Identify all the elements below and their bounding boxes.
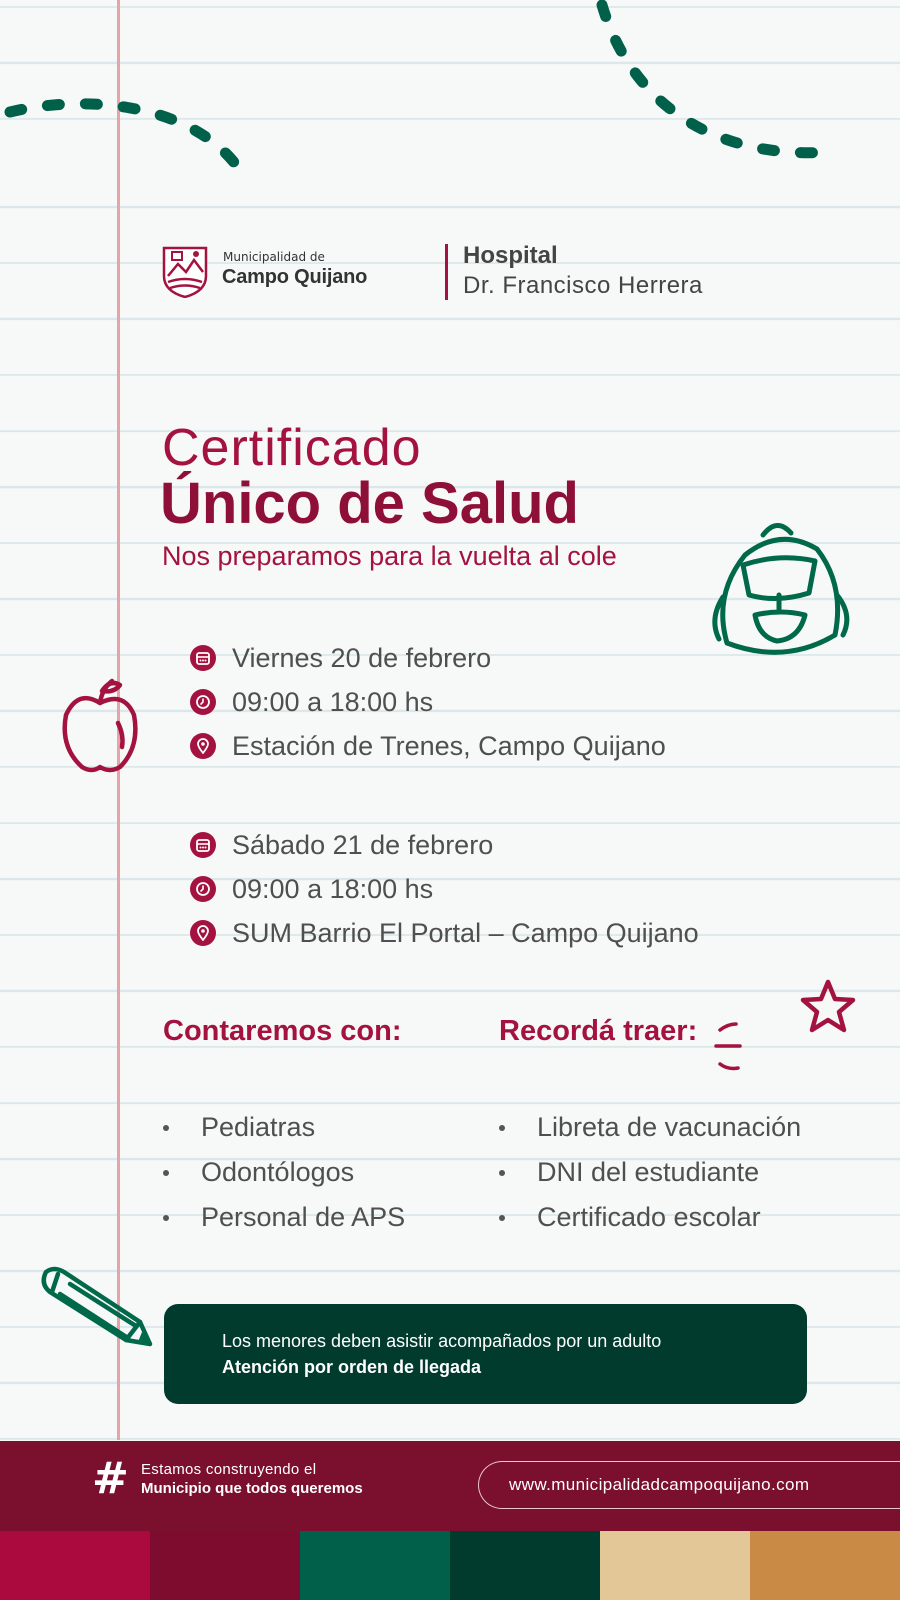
list-item: Libreta de vacunación <box>499 1110 801 1155</box>
schedule-place-text: SUM Barrio El Portal – Campo Quijano <box>232 917 699 948</box>
color-stripe <box>600 1531 750 1600</box>
services-heading: Contaremos con: <box>163 1015 402 1047</box>
municipality-name: Campo Quijano <box>222 266 368 288</box>
apple-icon <box>58 675 144 775</box>
backpack-icon <box>705 515 855 665</box>
header <box>160 238 760 308</box>
notice-box <box>164 1304 807 1404</box>
color-stripes <box>0 1531 900 1600</box>
star-icon <box>798 978 858 1036</box>
clock-icon <box>190 689 216 715</box>
list-item: Pediatras <box>163 1110 405 1155</box>
hospital-name: Dr. Francisco Herrera <box>463 272 703 299</box>
schedule-date-text: Viernes 20 de febrero <box>232 642 492 673</box>
schedule-2-date <box>190 828 493 862</box>
website-link[interactable] <box>478 1461 900 1509</box>
title-line-1: Certificado <box>162 419 422 477</box>
color-stripe <box>750 1531 900 1600</box>
dashed-arc-left <box>0 90 260 190</box>
slogan-line-2: Municipio que todos queremos <box>141 1480 363 1497</box>
schedule-2-place <box>190 916 699 950</box>
dashed-arc-right <box>590 0 840 170</box>
location-pin-icon <box>190 733 216 759</box>
list-item: Certificado escolar <box>499 1200 801 1245</box>
pencil-icon <box>36 1262 158 1352</box>
hashtag-icon: # <box>92 1453 129 1504</box>
schedule-1-place <box>190 729 666 763</box>
schedule-date-text: Sábado 21 de febrero <box>232 829 494 860</box>
schedule-time-text: 09:00 a 18:00 hs <box>232 873 434 904</box>
website-url[interactable]: www.municipalidadcampoquijano.com <box>509 1475 810 1494</box>
clock-icon <box>190 876 216 902</box>
header-divider <box>445 244 448 300</box>
schedule-place-text: Estación de Trenes, Campo Quijano <box>232 730 666 761</box>
notice-line-2: Atención por orden de llegada <box>222 1357 482 1377</box>
schedule-time-text: 09:00 a 18:00 hs <box>232 686 434 717</box>
notice-line-1: Los menores deben asistir acompañados por un adulto <box>222 1331 662 1351</box>
title-line-2: Único de Salud <box>160 471 579 536</box>
bring-list <box>499 1110 801 1245</box>
calendar-icon <box>190 832 216 858</box>
list-item: Personal de APS <box>163 1200 405 1245</box>
schedule-1-time <box>190 685 433 719</box>
bring-heading: Recordá traer: <box>499 1015 698 1047</box>
municipality-crest-icon <box>160 242 210 298</box>
color-stripe <box>150 1531 300 1600</box>
sparkle-lines-icon <box>712 1020 746 1076</box>
footer-band <box>0 1441 900 1531</box>
location-pin-icon <box>190 920 216 946</box>
list-item: DNI del estudiante <box>499 1155 801 1200</box>
calendar-icon <box>190 645 216 671</box>
services-list <box>163 1110 405 1245</box>
list-item: Odontólogos <box>163 1155 405 1200</box>
color-stripe <box>450 1531 600 1600</box>
municipality-label-small: Municipalidad de <box>223 250 325 264</box>
schedule-2-time <box>190 872 433 906</box>
color-stripe <box>300 1531 450 1600</box>
slogan-line-1: Estamos construyendo el <box>141 1461 317 1478</box>
color-stripe <box>0 1531 150 1600</box>
subtitle: Nos preparamos para la vuelta al cole <box>162 541 617 571</box>
schedule-1-date <box>190 641 491 675</box>
hospital-label: Hospital <box>463 242 558 269</box>
